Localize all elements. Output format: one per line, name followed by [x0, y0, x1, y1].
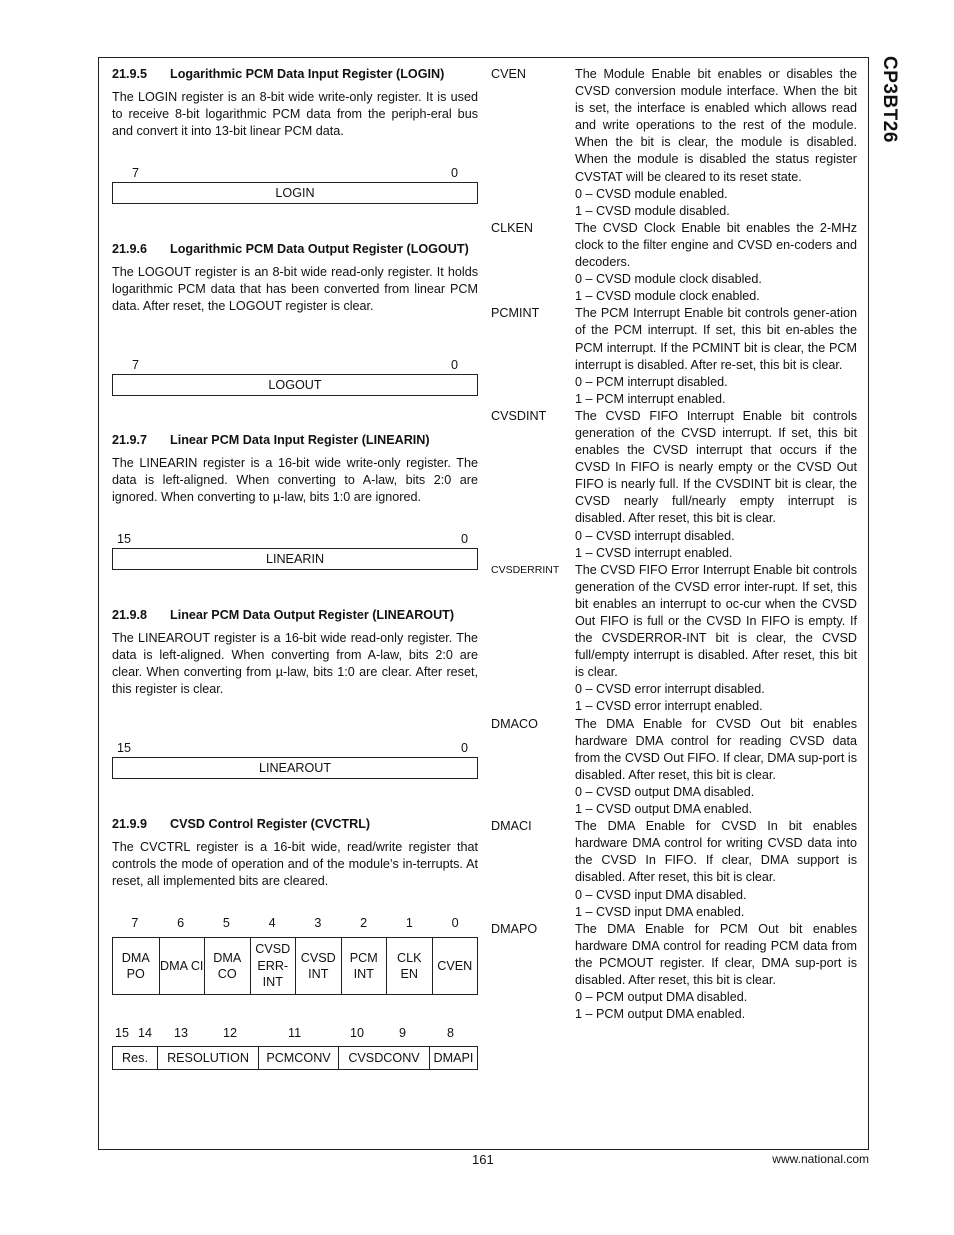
register-box: LINEARIN: [112, 548, 478, 570]
left-column-9: [112, 816, 478, 890]
login-register-diagram: [112, 166, 478, 204]
bit-label: 5: [222, 916, 230, 930]
section-number: 21.9.8: [112, 608, 148, 622]
field-option: 1 – CVSD output DMA enabled.: [575, 802, 753, 817]
bit-label: 2: [360, 916, 368, 930]
field-option: 0 – CVSD module clock disabled.: [575, 272, 762, 287]
section-number: 21.9.5: [112, 67, 148, 81]
bit-label: 10: [350, 1026, 365, 1040]
field-name: PCMINT: [491, 306, 540, 321]
register-field-cell: DMA CO: [204, 938, 250, 994]
bit-label: 0: [450, 358, 458, 372]
field-entry: [491, 66, 857, 220]
bit-label: 1: [405, 916, 413, 930]
bit-label: 9: [399, 1026, 407, 1040]
field-name: DMACO: [491, 716, 538, 731]
left-column-6: [112, 241, 478, 315]
cvctrl-high-bit-numbers: [112, 1026, 478, 1042]
field-text: The CVSD Clock Enable bit enables the 2-MHz clock to the filter engine and CVSD en-coders and decoders.: [575, 220, 857, 270]
register-field-cell: CVEN: [432, 938, 478, 994]
cvctrl-low-bit-numbers: [112, 916, 478, 930]
field-option: 0 – CVSD error interrupt disabled.: [575, 682, 765, 697]
field-text: The DMA Enable for CVSD Out bit enables hardware DMA control for reading CVSD data from the CVSD Out FIFO. If clear, DMA sup-port is disabled. After reset, this bit is clear.: [575, 716, 857, 782]
register-field-cell: DMA CI: [159, 938, 205, 994]
linearout-register-diagram: [112, 741, 478, 779]
field-text: The CVSD FIFO Error Interrupt Enable bit controls generation of the CVSD error inter-rupt. If set, this bit enables an interrupt to oc-cur when the CVSD Out FIFO is full or the CVSD In FIFO is empty. If the CVSDERROR-INT bit is clear, the CVSD full/empty interrupt is disabled. After reset, this bit is clear.: [575, 562, 857, 680]
bit-label: 6: [177, 916, 185, 930]
field-text: The PCM Interrupt Enable bit controls gener-ation of the PCM interrupt. If set, this bit en-ables the PCM interrupt. If the PCMINT bit is clear, the PCM interrupt is disabled. After re-set, this bit is clear.: [575, 306, 857, 372]
section-paragraph: The LOGOUT register is an 8-bit wide read-only register. It holds logarithmic PCM data that has been converted from linear PCM data. After reset, the LOGOUT register is clear.: [112, 265, 478, 314]
bit-label: 14: [138, 1026, 153, 1040]
section-title: Linear PCM Data Input Register (LINEARIN): [170, 433, 430, 447]
linearin-register-diagram: [112, 532, 478, 570]
field-option: 0 – CVSD interrupt disabled.: [575, 528, 735, 543]
register-box: LINEAROUT: [112, 757, 478, 779]
register-field-cell: PCM INT: [341, 938, 387, 994]
field-entry: [491, 408, 857, 562]
field-name: CVSDERRINT: [491, 563, 560, 576]
field-name: DMAPO: [491, 921, 538, 936]
section-title: CVSD Control Register (CVCTRL): [170, 817, 371, 831]
field-text: The Module Enable bit enables or disables the CVSD conversion module interface. When the bit is set, the interface is enabled which allows read and write operations to the rest of the module. When the bit is clear, the module is disabled. When the module is disabled the status register CVSTAT will be cleared to its reset state.: [575, 67, 857, 184]
bit-label: 15: [117, 741, 132, 755]
bit-label: 11: [288, 1026, 302, 1040]
section-number: 21.9.9: [112, 817, 148, 831]
field-entry: [491, 220, 857, 305]
field-entry: [491, 305, 857, 408]
register-field-cell: CVSD INT: [295, 938, 341, 994]
left-column-7: [112, 432, 478, 506]
field-entry: [491, 716, 857, 819]
bit-label: 0: [451, 916, 459, 930]
bit-label: 7: [131, 916, 139, 930]
field-option: 1 – CVSD error interrupt enabled.: [575, 699, 763, 714]
field-entry: [491, 562, 857, 716]
field-option: 0 – CVSD output DMA disabled.: [575, 784, 755, 799]
field-entry: [491, 818, 857, 921]
field-entry: [491, 921, 857, 1024]
field-text: The CVSD FIFO Interrupt Enable bit controls generation of the CVSD interrupt. If set, this bit enables the CVSD interrupt that occurs if the CVSD In FIFO is nearly empty or the CVSD Out FIFO is nearly full. If the CVSDINT bit is clear, the CVSD nearly full/nearly empty interrupt is disabled. After reset, this bit is clear.: [575, 408, 857, 526]
cvctrl-high-register: [112, 1046, 478, 1070]
field-name: CVEN: [491, 67, 526, 81]
bit-label: 0: [460, 532, 468, 546]
register-box: LOGOUT: [112, 374, 478, 396]
section-number: 21.9.7: [112, 433, 148, 447]
left-column: [112, 66, 478, 140]
field-text: The DMA Enable for PCM Out bit enables hardware DMA control for reading PCM data from the PCMOUT register. If clear, DMA sup-port is disabled. After reset, this bit is clear.: [575, 921, 857, 987]
footer-url: www.national.com: [772, 1152, 869, 1166]
bit-label: 13: [174, 1026, 189, 1040]
side-title: CP3BT26: [879, 56, 900, 143]
field-option: 1 – CVSD input DMA enabled.: [575, 904, 745, 919]
register-field-cell: CLK EN: [386, 938, 432, 994]
field-description-list: [491, 66, 857, 1023]
bit-label: 3: [314, 916, 322, 930]
field-description: [575, 66, 857, 220]
field-option: 1 – CVSD interrupt enabled.: [575, 545, 733, 560]
section-heading: [112, 816, 478, 833]
field-option: 1 – PCM output DMA enabled.: [575, 1007, 746, 1022]
field-description: [575, 220, 857, 305]
register-field-cell: DMA PO: [121, 950, 150, 981]
bit-label: 7: [132, 166, 140, 180]
bit-label: 7: [132, 358, 140, 372]
field-option: 1 – CVSD module clock enabled.: [575, 289, 760, 304]
field-option: 0 – CVSD module enabled.: [575, 186, 728, 201]
register-field-cell: RESOLUTION: [157, 1047, 258, 1069]
section-paragraph: The LOGIN register is an 8-bit wide write-only register. It is used to receive 8-bit logarithmic PCM data from the periph-eral bus and convert it into 13-bit linear PCM data.: [112, 90, 478, 139]
bit-label: 15: [117, 532, 132, 546]
section-title: Linear PCM Data Output Register (LINEAROUT): [170, 608, 455, 622]
left-column-8: [112, 607, 478, 698]
bit-label: 8: [447, 1026, 455, 1040]
field-description: [575, 818, 857, 921]
bit-label: 15: [115, 1026, 130, 1040]
register-field-cell: CVSD ERR-INT: [250, 938, 296, 994]
section-heading: [112, 607, 478, 624]
page-number: 161: [472, 1152, 494, 1167]
section-heading: [112, 432, 478, 449]
section-paragraph: The LINEARIN register is a 16-bit wide write-only register. The data is left-aligned. When converting to A-law, bits 2:0 are ignored. When converting to µ-law, bits 1:0 are ignored.: [112, 456, 478, 505]
field-description: [575, 562, 857, 716]
bit-label: 0: [450, 166, 458, 180]
logout-register-diagram: [112, 358, 478, 396]
register-box: LOGIN: [112, 182, 478, 204]
field-description: [575, 716, 857, 819]
register-field-cell: Res.: [122, 1051, 148, 1065]
field-option: 1 – PCM interrupt enabled.: [575, 391, 726, 406]
section-heading: [112, 66, 478, 83]
field-name: DMACI: [491, 819, 532, 834]
field-description: [575, 921, 857, 1024]
section-title: Logarithmic PCM Data Output Register (LOGOUT): [170, 242, 469, 256]
field-option: 0 – CVSD input DMA disabled.: [575, 887, 747, 902]
section-paragraph: The LINEAROUT register is a 16-bit wide read-only register. The data is left-aligned. When converting from A-law, bits 2:0 are clear. When converting from µ-law, bits 1:0 are clear. After reset, this register is clear.: [112, 631, 478, 697]
register-field-cell: PCMCONV: [258, 1047, 338, 1069]
field-option: 1 – CVSD module disabled.: [575, 203, 730, 218]
field-text: The DMA Enable for CVSD In bit enables hardware DMA control for writing CVSD data into the CVSD In FIFO. If clear, DMA support is disabled. After reset, this bit is clear.: [575, 819, 857, 885]
field-description: [575, 408, 857, 562]
cvctrl-low-register: [112, 937, 478, 995]
section-number: 21.9.6: [112, 242, 148, 256]
register-field-cell: CVSDCONV: [338, 1047, 429, 1069]
bit-label: 12: [223, 1026, 238, 1040]
section-paragraph: The CVCTRL register is a 16-bit wide, read/write register that controls the mode of operation and of the module’s in-terrupts. At reset, all implemented bits are cleared.: [112, 840, 478, 889]
field-option: 0 – PCM interrupt disabled.: [575, 374, 728, 389]
bit-label: 4: [268, 916, 276, 930]
field-name: CVSDINT: [491, 408, 547, 423]
section-title: Logarithmic PCM Data Input Register (LOGIN): [170, 67, 445, 81]
field-description: [575, 305, 857, 408]
bit-label: 0: [460, 741, 468, 755]
field-name: CLKEN: [491, 220, 533, 235]
field-option: 0 – PCM output DMA disabled.: [575, 990, 748, 1005]
register-field-cell: DMAPI: [429, 1047, 477, 1069]
section-heading: [112, 241, 478, 258]
